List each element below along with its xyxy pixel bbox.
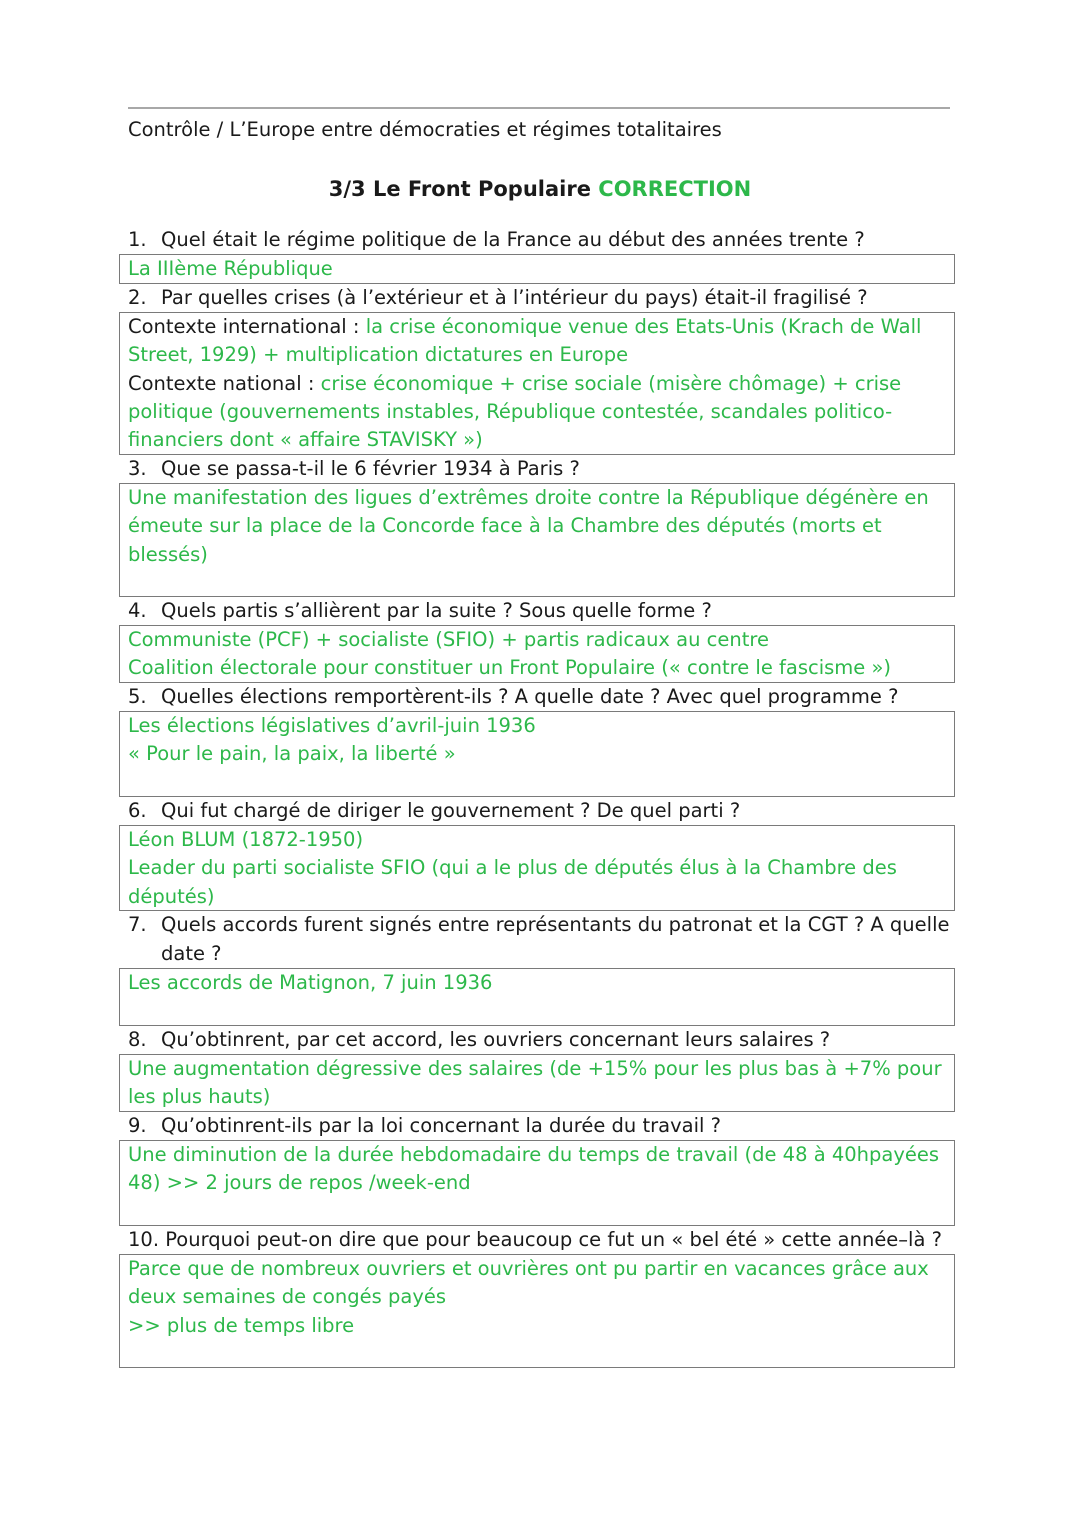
answer-label: Contexte national : [128, 371, 321, 395]
title-correction: CORRECTION [598, 177, 752, 201]
question-9 [119, 1112, 955, 1140]
question-number: 2. [128, 286, 147, 309]
answer-box-2 [119, 312, 955, 455]
document-title [0, 177, 1080, 201]
answer-line: Les élections législatives d’avril-juin 1936 [128, 714, 536, 737]
question-1 [119, 226, 955, 254]
answer-line: Coalition électorale pour constituer un Front Populaire (« contre le fascisme ») [128, 656, 892, 680]
question-text: Quelles élections remportèrent-ils ? A quelle date ? Avec quel programme ? [161, 685, 899, 708]
question-text: Que se passa-t-il le 6 février 1934 à Paris ? [161, 457, 580, 480]
question-number: 3. [128, 457, 147, 480]
header-rule [128, 107, 950, 109]
answer-line: Une augmentation dégressive des salaires (de +15% pour les plus bas à +7% pour les plus hauts) [128, 1057, 942, 1109]
question-5 [119, 683, 955, 711]
answer-box-8 [119, 1054, 955, 1112]
answer-label: Contexte international : [128, 315, 366, 338]
question-number: 1. [128, 228, 147, 251]
question-text: Quel était le régime politique de la France au début des années trente ? [161, 228, 865, 251]
question-text: Quels accords furent signés entre représentants du patronat et la CGT ? A quelle date ? [161, 913, 950, 965]
question-text: Qui fut chargé de diriger le gouvernement ? De quel parti ? [161, 799, 741, 822]
answer-line: >> plus de temps libre [128, 1313, 355, 1337]
answer-box-1 [119, 254, 955, 284]
question-number: 7. [128, 913, 147, 936]
answer-paragraph-international [128, 313, 948, 370]
question-2 [119, 284, 955, 312]
answer-box-3 [119, 483, 955, 597]
question-4 [119, 597, 955, 625]
answer-line: Léon BLUM (1872-1950) [128, 828, 364, 851]
question-number: 8. [128, 1028, 147, 1051]
question-text: Qu’obtinrent, par cet accord, les ouvriers concernant leurs salaires ? [161, 1028, 831, 1051]
answer-box-7 [119, 968, 955, 1026]
question-text: Quels partis s’allièrent par la suite ? Sous quelle forme ? [161, 599, 712, 622]
answer-paragraph-national [128, 370, 948, 455]
document-header: Contrôle / L’Europe entre démocraties et régimes totalitaires [128, 118, 722, 141]
answer-box-4 [119, 625, 955, 683]
question-number: 6. [128, 799, 147, 822]
question-list [119, 226, 955, 1368]
answer-box-6 [119, 825, 955, 911]
question-text: Qu’obtinrent-ils par la loi concernant la durée du travail ? [161, 1114, 721, 1137]
answer-line: Leader du parti socialiste SFIO (qui a le plus de députés élus à la Chambre des députés) [128, 856, 897, 908]
question-7 [119, 911, 955, 968]
question-text: Par quelles crises (à l’extérieur et à l’intérieur du pays) était-il fragilisé ? [161, 286, 868, 309]
question-8 [119, 1026, 955, 1054]
answer-box-10 [119, 1254, 955, 1368]
answer-line: Parce que de nombreux ouvriers et ouvrières ont pu partir en vacances grâce aux deux semaines de congés payés [128, 1257, 929, 1309]
answer-text: la crise économique venue des Etats-Unis (Krach de Wall Street, 1929) + multiplication dictatures en Europe [128, 315, 922, 367]
question-number: 4. [128, 599, 147, 622]
title-main: 3/3 Le Front Populaire [328, 177, 591, 201]
answer-box-9 [119, 1140, 955, 1226]
question-text: 10. Pourquoi peut-on dire que pour beaucoup ce fut un « bel été » cette année–là ? [128, 1228, 942, 1251]
answer-line: Une manifestation des ligues d’extrêmes droite contre la République dégénère en émeute sur la place de la Concorde face à la Chambre des députés (morts et blessés) [128, 486, 929, 566]
answer-line: Les accords de Matignon, 7 juin 1936 [128, 971, 493, 994]
answer-line: La IIIème République [128, 257, 333, 280]
answer-line: Communiste (PCF) + socialiste (SFIO) + partis radicaux au centre [128, 628, 769, 651]
question-number: 9. [128, 1114, 147, 1137]
answer-line: Une diminution de la durée hebdomadaire du temps de travail (de 48 à 40hpayées 48) >> 2 jours de repos /week-end [128, 1143, 940, 1195]
answer-line: « Pour le pain, la paix, la liberté » [128, 742, 456, 766]
answer-text: crise économique + crise sociale (misère chômage) + crise politique (gouvernements instables, République contestée, scandales politico-financiers dont « affaire STAVISKY ») [128, 371, 902, 452]
answer-box-5 [119, 711, 955, 797]
question-6 [119, 797, 955, 825]
question-3 [119, 455, 955, 483]
question-10 [119, 1226, 955, 1254]
question-number: 5. [128, 685, 147, 708]
